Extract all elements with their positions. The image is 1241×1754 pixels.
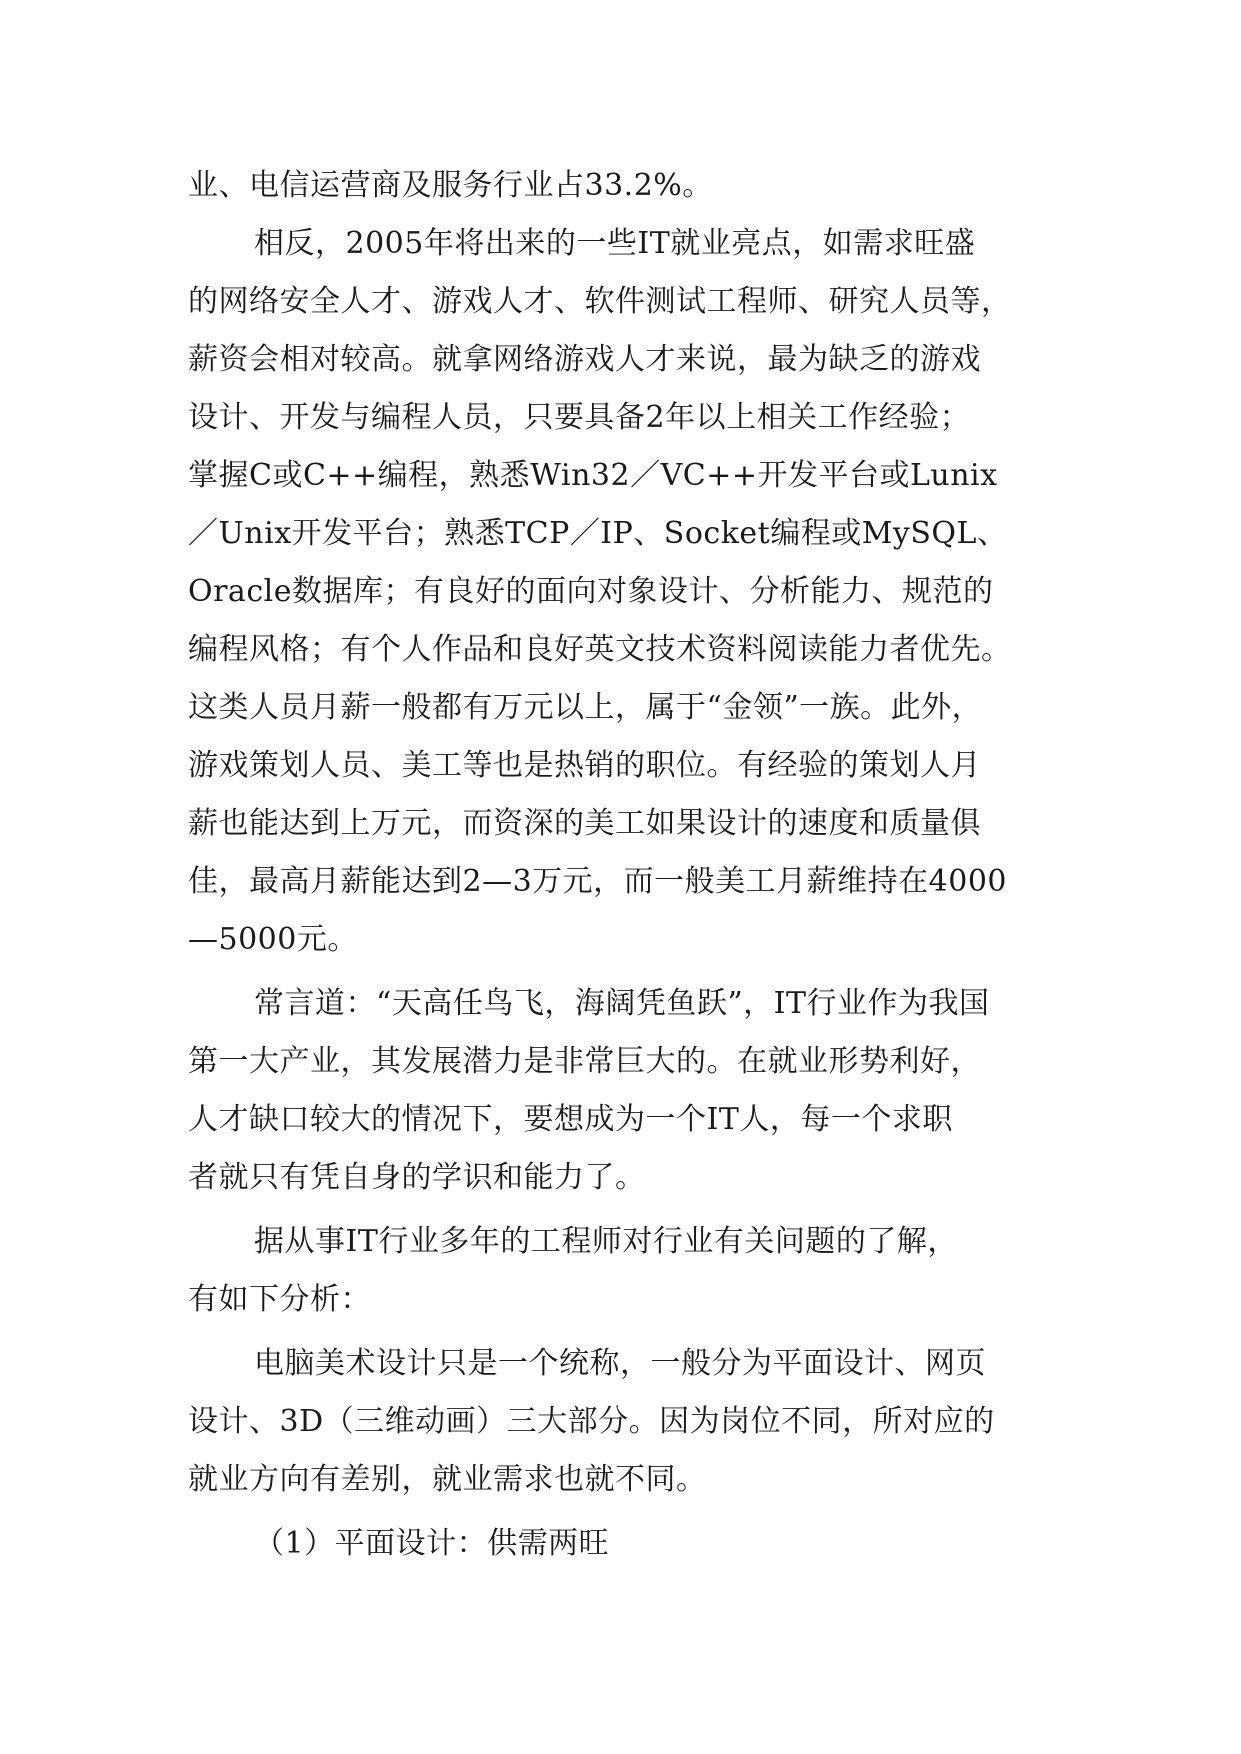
text-line: 的网络安全人才、游戏人才、软件测试工程师、研究人员等， (188, 284, 1012, 319)
text-line: 设计、3D（三维动画）三大部分。因为岗位不同，所对应的 (188, 1404, 995, 1439)
section-heading: （1）平面设计：供需两旺 (254, 1526, 610, 1561)
paragraph-start-line: 常言道：“天高任鸟飞，海阔凭鱼跃”，IT行业作为我国 (254, 986, 990, 1021)
text-line: 佳，最高月薪能达到2—3万元，而一般美工月薪维持在4000 (188, 864, 1008, 899)
text-line: 就业方向有差别，就业需求也就不同。 (188, 1462, 707, 1497)
text-line: 人才缺口较大的情况下，要想成为一个IT人，每一个求职 (188, 1102, 953, 1137)
text-line: 掌握C或C++编程，熟悉Win32／VC++开发平台或Lunix (188, 458, 998, 493)
text-line: 者就只有凭自身的学识和能力了。 (188, 1160, 646, 1195)
text-line: 第一大产业，其发展潜力是非常巨大的。在就业形势利好， (188, 1044, 981, 1079)
text-line: 编程风格；有个人作品和良好英文技术资料阅读能力者优先。 (188, 632, 1012, 667)
text-line: 薪资会相对较高。就拿网络游戏人才来说，最为缺乏的游戏 (188, 342, 981, 377)
paragraph-start-line: 据从事IT行业多年的工程师对行业有关问题的了解， (254, 1224, 958, 1259)
paragraph-start-line: 电脑美术设计只是一个统称，一般分为平面设计、网页 (254, 1346, 986, 1381)
text-line: ／Unix开发平台；熟悉TCP／IP、Socket编程或MySQL、 (188, 516, 1008, 551)
text-line: 游戏策划人员、美工等也是热销的职位。有经验的策划人月 (188, 748, 981, 783)
text-line: —5000元。 (188, 922, 358, 957)
text-line: 业、电信运营商及服务行业占33.2%。 (188, 168, 713, 203)
text-line: 这类人员月薪一般都有万元以上，属于“金领”一族。此外， (188, 690, 983, 725)
text-line: 薪也能达到上万元，而资深的美工如果设计的速度和质量俱 (188, 806, 981, 841)
paragraph-start-line: 相反，2005年将出来的一些IT就业亮点，如需求旺盛 (254, 226, 976, 261)
text-line: 设计、开发与编程人员，只要具备2年以上相关工作经验； (188, 400, 971, 435)
text-line: 有如下分析： (188, 1282, 371, 1317)
document-body (188, 157, 1068, 1573)
text-line: Oracle数据库；有良好的面向对象设计、分析能力、规范的 (188, 574, 994, 609)
